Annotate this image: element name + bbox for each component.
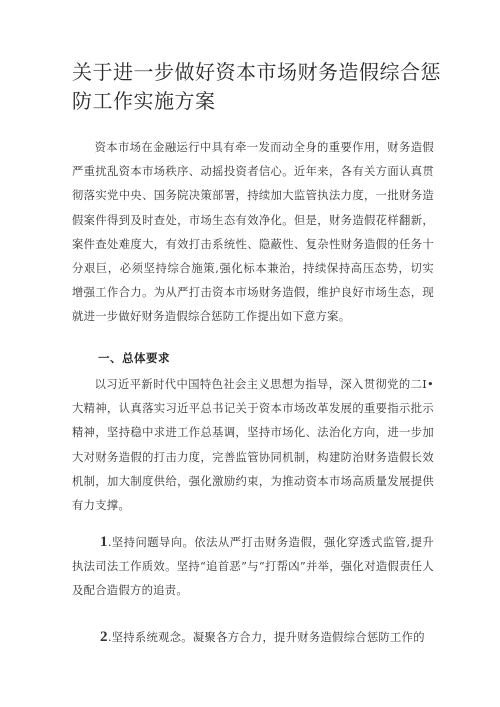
list-item-number: 1	[100, 534, 108, 550]
intro-paragraph: 资本市场在金融运行中具有牵一发而动全身的重要作用，财务造假严重扰乱资本市场秩序、动摇投资者信心。近年来，各有关方面认真贯彻落实党中央、国务院决策部署，持续加大监管执法力度，一批财务造假案件得到及时查处，市场生态有效净化。但是，财务造假花样翻新，案件查处难度大，有效打击系统性、隐蔽性、复杂性财务造假的任务十分艰巨，必须坚持综合施策,强化标本兼治，持续保持高压态势，切实增强工作合力。为从严打击资本市场财务造假，维护良好市场生态，现就进一步做好财务造假综合惩防工作提出如下意方案。	[72, 141, 434, 324]
list-item-text: .坚持问题导向。依法从严打击财务造假，强化穿透式监管,提升执法司法工作质效。坚持“追首恶”与“打帮凶”并举，强化对造假责任人及配合造假方的追责。	[72, 536, 434, 598]
general-requirements-paragraph: 以习近平新时代中国特色社会主义思想为指导，深入贯彻党的二I•大精神，认真落实习近平总书记关于资本市场改革发展的重要指示批示精神，坚持稳中求进工作总基调，坚持市场化、法治化方向，进一步加大对财务造假的打击力度，完善监管协同机制，构建防治财务造假长效机制，加大制度供给，强化激励约束，为推动资本市场高质量发展提供有力支撑。	[72, 378, 434, 513]
list-item-text: .坚持系统观念。凝聚各方合力，提升财务造假综合惩防工作的	[107, 631, 425, 644]
document-title: 关于进一步做好资本市场财务造假综合惩防工作实施方案	[72, 60, 441, 113]
list-item-system-view	[72, 625, 434, 650]
section-heading-general-requirements: 一、总体要求	[98, 351, 170, 365]
list-item-number: 2	[100, 629, 108, 645]
list-item-problem-oriented	[72, 530, 434, 604]
